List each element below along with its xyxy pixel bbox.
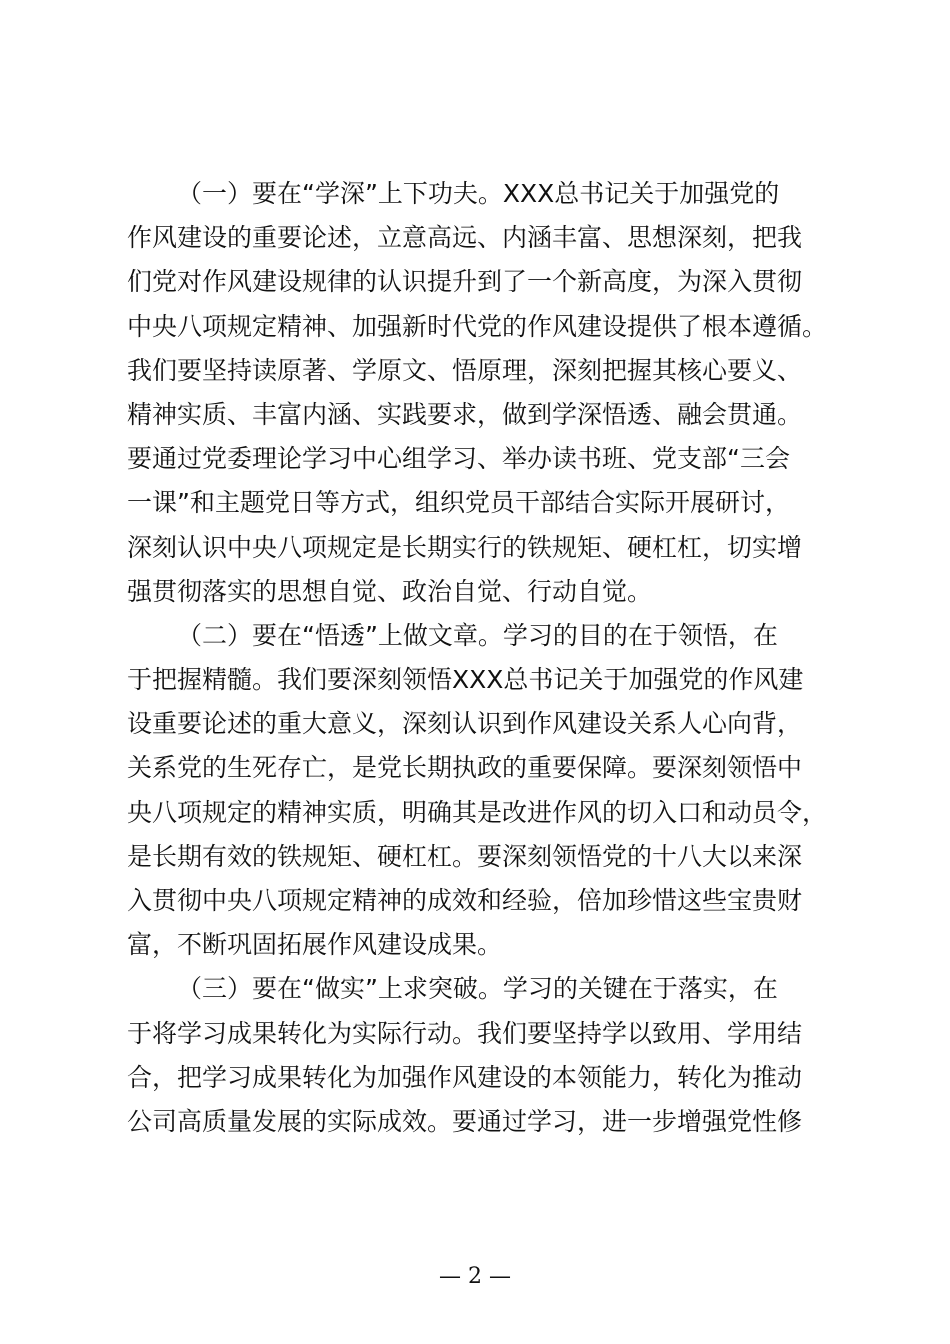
text-line: 于将学习成果转化为实际行动。我们要坚持学以致用、学用结 bbox=[127, 1018, 803, 1048]
text-line: 公司高质量发展的实际成效。要通过学习，进一步增强党性修 bbox=[127, 1106, 803, 1136]
text-line: （一）要在“学深”上下功夫。XXX总书记关于加强党的 bbox=[177, 179, 780, 208]
text-line: 于把握精髓。我们要深刻领悟XXX总书记关于加强党的作风建 bbox=[127, 665, 804, 695]
text-line: 深刻认识中央八项规定是长期实行的铁规矩、硬杠杠，切实增 bbox=[127, 532, 803, 562]
text-line: 们党对作风建设规律的认识提升到了一个新高度，为深入贯彻 bbox=[127, 267, 803, 297]
text-line: 一课”和主题党日等方式，组织党员干部结合实际开展研讨， bbox=[127, 488, 790, 518]
page-number: — 2 — bbox=[439, 1264, 511, 1289]
text-line: 强贯彻落实的思想自觉、政治自觉、行动自觉。 bbox=[127, 576, 653, 606]
text-line: 要通过党委理论学习中心组学习、举办读书班、党支部“三会 bbox=[127, 444, 790, 474]
text-line: 中央八项规定精神、加强新时代党的作风建设提供了根本遵循。 bbox=[127, 311, 828, 341]
body-text bbox=[127, 172, 837, 1144]
text-line: 入贯彻中央八项规定精神的成效和经验，倍加珍惜这些宝贵财 bbox=[127, 886, 803, 915]
text-line: 我们要坚持读原著、学原文、悟原理，深刻把握其核心要义、 bbox=[127, 355, 803, 385]
text-line: （二）要在“悟透”上做文章。学习的目的在于领悟，在 bbox=[177, 620, 778, 650]
text-line: 关系党的生死存亡，是党长期执政的重要保障。要深刻领悟中 bbox=[127, 753, 803, 783]
text-line: 央八项规定的精神实质，明确其是改进作风的切入口和动员令， bbox=[127, 797, 828, 827]
text-line: （三）要在“做实”上求突破。学习的关键在于落实，在 bbox=[177, 974, 778, 1004]
text-line: 是长期有效的铁规矩、硬杠杠。要深刻领悟党的十八大以来深 bbox=[127, 841, 803, 871]
text-line: 作风建设的重要论述，立意高远、内涵丰富、思想深刻，把我 bbox=[127, 223, 803, 253]
text-line: 合，把学习成果转化为加强作风建设的本领能力，转化为推动 bbox=[127, 1062, 803, 1092]
text-line: 精神实质、丰富内涵、实践要求，做到学深悟透、融会贯通。 bbox=[127, 399, 803, 429]
text-line: 设重要论述的重大意义，深刻认识到作风建设关系人心向背， bbox=[127, 709, 803, 739]
text-line: 富，不断巩固拓展作风建设成果。 bbox=[127, 930, 503, 960]
